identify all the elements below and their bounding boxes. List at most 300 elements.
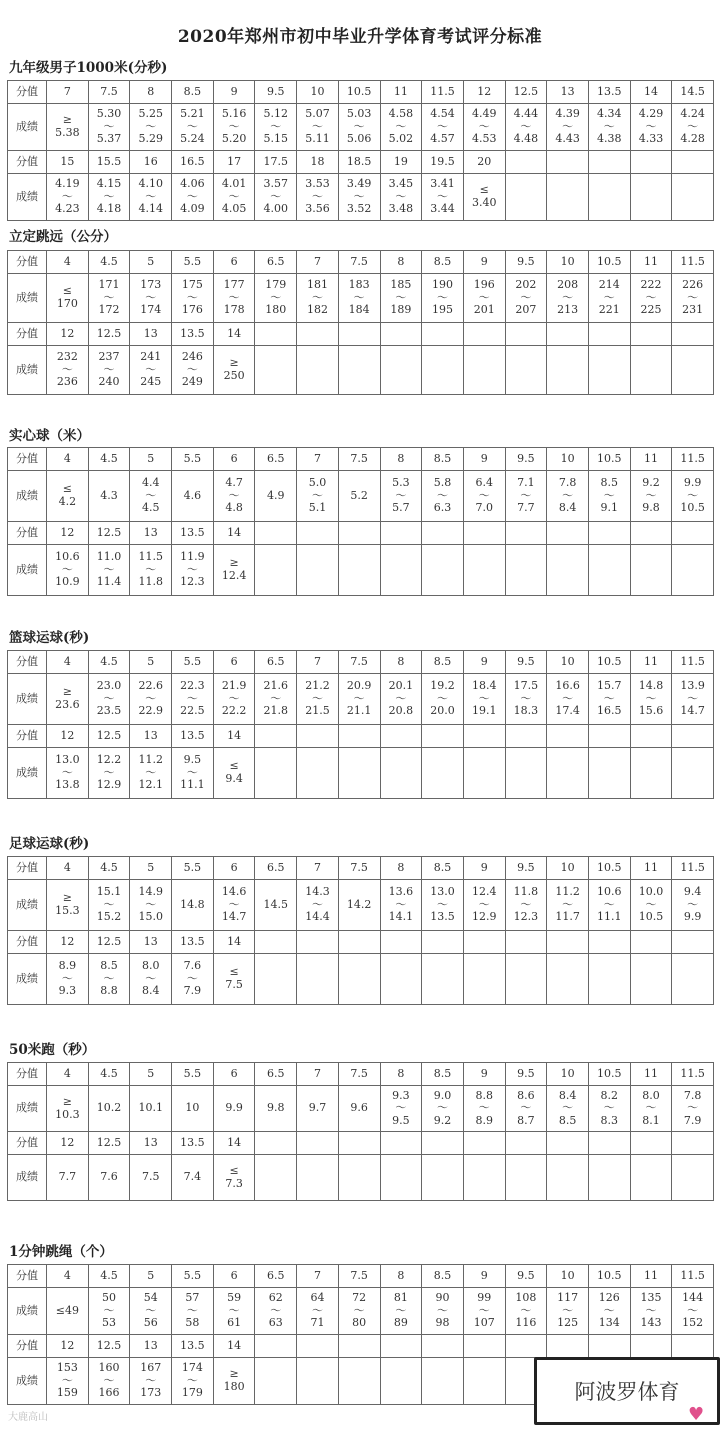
- result-cell: [547, 274, 589, 323]
- score-cell: [630, 1132, 672, 1155]
- result-cell: [130, 104, 172, 151]
- result-cell: [255, 1288, 297, 1335]
- result-value: 12.4 ～ 12.9: [471, 885, 497, 924]
- result-row: [8, 748, 714, 799]
- result-cell: [297, 174, 339, 221]
- result-cell: [88, 274, 130, 323]
- result-cell: [505, 104, 547, 151]
- result-row: [8, 674, 714, 725]
- result-cell: [630, 274, 672, 323]
- result-value: 64 ～ 71: [310, 1291, 325, 1330]
- result-cell: [505, 880, 547, 931]
- score-cell: 8.5: [422, 651, 464, 674]
- score-cell: [463, 1335, 505, 1358]
- score-label: 分值: [8, 522, 47, 545]
- score-label: 分值: [8, 1335, 47, 1358]
- score-cell: [422, 725, 464, 748]
- result-value: 4.58 ～ 5.02: [388, 107, 414, 146]
- score-cell: 11.5: [672, 1265, 714, 1288]
- result-value: 4.9: [267, 488, 285, 502]
- result-cell: [380, 545, 422, 596]
- result-value: 10.6 ～ 10.9: [55, 550, 80, 589]
- result-cell: [172, 674, 214, 725]
- result-cell: [505, 346, 547, 395]
- score-cell: [255, 1335, 297, 1358]
- result-cell: [463, 1288, 505, 1335]
- score-cell: [422, 1335, 464, 1358]
- score-cell: [422, 522, 464, 545]
- result-value: 11.0 ～ 11.4: [96, 550, 122, 589]
- result-cell: [172, 954, 214, 1005]
- result-cell: [47, 346, 89, 395]
- score-cell: 9: [463, 857, 505, 880]
- score-cell: 5: [130, 651, 172, 674]
- score-cell: [255, 931, 297, 954]
- result-cell: [505, 954, 547, 1005]
- score-cell: 12.5: [88, 1132, 130, 1155]
- score-cell: 14: [213, 931, 255, 954]
- score-cell: 12: [47, 1335, 89, 1358]
- score-cell: 4: [47, 857, 89, 880]
- result-cell: [47, 104, 89, 151]
- result-cell: [422, 545, 464, 596]
- score-cell: 6.5: [255, 448, 297, 471]
- result-value: 7.5: [141, 1170, 160, 1184]
- result-row: [8, 346, 714, 395]
- score-cell: 11.5: [422, 81, 464, 104]
- page-title: 2020年郑州市初中毕业升学体育考试评分标准: [177, 27, 543, 47]
- score-label: 分值: [8, 1063, 47, 1086]
- score-cell: [338, 1132, 380, 1155]
- result-cell: [588, 346, 630, 395]
- result-cell: [338, 545, 380, 596]
- score-cell: 10.5: [338, 81, 380, 104]
- result-value: 4.3: [100, 488, 118, 502]
- score-cell: 11: [630, 1063, 672, 1086]
- result-value: 8.9 ～ 9.3: [58, 959, 77, 998]
- result-cell: [297, 471, 339, 522]
- result-value: 3.53 ～ 3.56: [305, 177, 330, 216]
- score-cell: 16.5: [172, 151, 214, 174]
- score-row: [8, 651, 714, 674]
- result-cell: [630, 748, 672, 799]
- result-value: 222 ～ 225: [640, 278, 662, 317]
- result-cell: [172, 545, 214, 596]
- result-value: 181 ～ 182: [306, 278, 328, 317]
- score-cell: 12.5: [88, 323, 130, 346]
- score-cell: 7: [47, 81, 89, 104]
- result-value: 5.30 ～ 5.37: [96, 107, 122, 146]
- result-cell: [88, 471, 130, 522]
- result-cell: [463, 346, 505, 395]
- score-cell: 9: [463, 1063, 505, 1086]
- result-value: 5.21 ～ 5.24: [180, 107, 205, 146]
- score-cell: 12.5: [88, 1335, 130, 1358]
- result-cell: [47, 748, 89, 799]
- result-value: 8.5 ～ 8.8: [100, 959, 118, 998]
- result-value: 11.5 ～ 11.8: [138, 550, 163, 589]
- score-cell: 10: [547, 651, 589, 674]
- result-label: 成绩: [8, 545, 47, 596]
- result-cell: [588, 104, 630, 151]
- score-cell: 8: [380, 857, 422, 880]
- score-cell: 4.5: [88, 1265, 130, 1288]
- result-cell: [380, 174, 422, 221]
- result-cell: [130, 1288, 172, 1335]
- score-cell: 9.5: [505, 651, 547, 674]
- corner-watermark: 大鹿高山: [8, 1412, 48, 1423]
- score-cell: 6.5: [255, 857, 297, 880]
- result-cell: [672, 674, 714, 725]
- score-cell: 13.5: [588, 81, 630, 104]
- score-row: [8, 1265, 714, 1288]
- result-value: 14.8: [180, 897, 205, 911]
- score-cell: 12: [47, 1132, 89, 1155]
- score-cell: [547, 1132, 589, 1155]
- score-cell: [463, 1132, 505, 1155]
- result-value: 190 ～ 195: [432, 278, 454, 317]
- score-cell: 8.5: [422, 251, 464, 274]
- result-value: 4.54 ～ 4.57: [430, 107, 455, 146]
- score-cell: 12: [47, 522, 89, 545]
- result-cell: [255, 274, 297, 323]
- result-value: 7.7: [58, 1170, 77, 1184]
- score-cell: 7.5: [338, 1063, 380, 1086]
- result-cell: [547, 545, 589, 596]
- result-value: 62 ～ 63: [268, 1291, 283, 1330]
- score-row: [8, 1063, 714, 1086]
- result-cell: [88, 1358, 130, 1405]
- result-cell: [338, 104, 380, 151]
- result-value: 14.3 ～ 14.4: [305, 885, 330, 924]
- result-value: 6.4 ～ 7.0: [475, 476, 493, 515]
- score-label: 分值: [8, 323, 47, 346]
- result-cell: [463, 1155, 505, 1201]
- result-cell: [422, 1086, 464, 1132]
- score-cell: [463, 725, 505, 748]
- score-cell: 11: [630, 1265, 672, 1288]
- score-table-ball: [7, 447, 714, 596]
- section-title-ball: 实心球（米）: [9, 428, 90, 444]
- result-cell: [213, 880, 255, 931]
- result-cell: [172, 471, 214, 522]
- result-cell: [213, 174, 255, 221]
- score-cell: 7.5: [338, 448, 380, 471]
- score-cell: 6: [213, 651, 255, 674]
- result-cell: [422, 274, 464, 323]
- score-cell: 9.5: [505, 251, 547, 274]
- result-cell: [380, 274, 422, 323]
- result-cell: [172, 1358, 214, 1405]
- score-cell: 12.5: [88, 931, 130, 954]
- result-row: [8, 880, 714, 931]
- result-value: 9.5 ～ 11.1: [180, 753, 205, 792]
- result-cell: [255, 545, 297, 596]
- score-cell: 6.5: [255, 651, 297, 674]
- score-row: [8, 1335, 714, 1358]
- result-cell: [172, 880, 214, 931]
- result-cell: [255, 346, 297, 395]
- score-cell: [672, 1132, 714, 1155]
- result-value: 226 ～ 231: [682, 278, 704, 317]
- result-cell: [463, 748, 505, 799]
- result-value: ≤ 3.40: [471, 183, 497, 209]
- score-cell: 9.5: [505, 857, 547, 880]
- score-cell: 8.5: [172, 81, 214, 104]
- score-label: 分值: [8, 81, 47, 104]
- result-cell: [422, 1155, 464, 1201]
- result-cell: [255, 748, 297, 799]
- result-cell: [255, 471, 297, 522]
- score-cell: 13: [130, 323, 172, 346]
- result-cell: [47, 1155, 89, 1201]
- score-cell: [588, 522, 630, 545]
- result-cell: [672, 346, 714, 395]
- score-label: 分值: [8, 857, 47, 880]
- score-cell: 8: [380, 1265, 422, 1288]
- result-cell: [380, 1288, 422, 1335]
- score-cell: 11.5: [672, 1063, 714, 1086]
- score-cell: [547, 522, 589, 545]
- score-cell: [588, 1132, 630, 1155]
- result-cell: [463, 674, 505, 725]
- score-cell: [630, 323, 672, 346]
- score-cell: 7.5: [338, 857, 380, 880]
- result-value: 4.6: [183, 488, 202, 502]
- result-value: 14.9 ～ 15.0: [138, 885, 163, 924]
- result-value: 241 ～ 245: [140, 350, 162, 389]
- result-value: 5.0 ～ 5.1: [308, 476, 327, 515]
- score-cell: 11.5: [672, 251, 714, 274]
- score-row: [8, 448, 714, 471]
- result-cell: [463, 545, 505, 596]
- result-value: 7.6 ～ 7.9: [183, 959, 202, 998]
- result-value: 8.2 ～ 8.3: [600, 1088, 619, 1127]
- score-cell: 7.5: [338, 651, 380, 674]
- result-cell: [172, 1155, 214, 1201]
- score-cell: 8.5: [422, 448, 464, 471]
- score-cell: [297, 725, 339, 748]
- result-cell: [505, 1288, 547, 1335]
- result-value: 13.0 ～ 13.5: [430, 885, 455, 924]
- result-cell: [380, 674, 422, 725]
- result-cell: [47, 471, 89, 522]
- result-cell: [422, 471, 464, 522]
- score-row: [8, 1132, 714, 1155]
- score-cell: [297, 323, 339, 346]
- result-value: 4.06 ～ 4.09: [180, 177, 205, 216]
- score-cell: [422, 931, 464, 954]
- result-value: 57 ～ 58: [185, 1291, 200, 1330]
- score-row: [8, 522, 714, 545]
- score-cell: 9: [213, 81, 255, 104]
- result-cell: [380, 748, 422, 799]
- score-cell: 7: [297, 448, 339, 471]
- result-value: 4.4 ～ 4.5: [141, 476, 160, 515]
- score-cell: 4.5: [88, 651, 130, 674]
- score-cell: 10.5: [588, 651, 630, 674]
- score-cell: [505, 522, 547, 545]
- score-cell: 10: [547, 251, 589, 274]
- score-label: 分值: [8, 151, 47, 174]
- result-value: 171 ～ 172: [98, 278, 120, 317]
- result-cell: [422, 1358, 464, 1405]
- score-cell: [547, 931, 589, 954]
- result-cell: [88, 1086, 130, 1132]
- result-cell: [88, 954, 130, 1005]
- score-cell: 4.5: [88, 448, 130, 471]
- result-value: 117 ～ 125: [557, 1291, 579, 1330]
- score-cell: [588, 931, 630, 954]
- result-cell: [130, 880, 172, 931]
- result-row: [8, 471, 714, 522]
- result-cell: [547, 954, 589, 1005]
- result-cell: [297, 1086, 339, 1132]
- score-table-run50: [7, 1062, 714, 1201]
- result-label: 成绩: [8, 1358, 47, 1405]
- result-value: ≤ 4.2: [58, 482, 77, 508]
- result-value: ≤ 7.5: [225, 965, 243, 991]
- result-cell: [588, 471, 630, 522]
- result-cell: [338, 274, 380, 323]
- score-cell: 12: [47, 725, 89, 748]
- result-value: 17.5 ～ 18.3: [513, 679, 539, 718]
- result-cell: [338, 954, 380, 1005]
- result-value: 5.07 ～ 5.11: [305, 107, 330, 146]
- score-cell: 18: [297, 151, 339, 174]
- result-cell: [47, 954, 89, 1005]
- score-table-football: [7, 856, 714, 1005]
- result-value: 175 ～ 176: [181, 278, 203, 317]
- result-value: 232 ～ 236: [56, 350, 78, 389]
- result-value: 90 ～ 98: [435, 1291, 450, 1330]
- result-value: 10.2: [96, 1101, 122, 1115]
- result-cell: [422, 880, 464, 931]
- score-cell: 4.5: [88, 857, 130, 880]
- result-value: 13.6 ～ 14.1: [388, 885, 414, 924]
- result-cell: [380, 1358, 422, 1405]
- result-cell: [588, 545, 630, 596]
- result-value: 21.9 ～ 22.2: [221, 679, 247, 718]
- score-cell: [630, 1335, 672, 1358]
- result-cell: [297, 104, 339, 151]
- section-title-football: 足球运球(秒): [9, 836, 90, 852]
- result-value: ≥ 10.3: [55, 1094, 80, 1121]
- result-cell: [547, 880, 589, 931]
- score-cell: 14: [213, 725, 255, 748]
- score-cell: 11: [630, 857, 672, 880]
- result-value: 9.3 ～ 9.5: [392, 1088, 410, 1127]
- score-cell: 9: [463, 651, 505, 674]
- score-cell: 13: [547, 81, 589, 104]
- score-cell: [380, 1335, 422, 1358]
- score-cell: [463, 522, 505, 545]
- score-cell: [380, 323, 422, 346]
- result-value: 5.8 ～ 6.3: [433, 476, 452, 515]
- result-cell: [172, 274, 214, 323]
- result-row: [8, 104, 714, 151]
- result-cell: [588, 748, 630, 799]
- result-value: 8.0 ～ 8.4: [141, 959, 160, 998]
- result-cell: [338, 1086, 380, 1132]
- result-value: 167 ～ 173: [140, 1361, 162, 1400]
- result-row: [8, 274, 714, 323]
- result-label: 成绩: [8, 174, 47, 221]
- result-value: 202 ～ 207: [515, 278, 537, 317]
- result-cell: [88, 545, 130, 596]
- result-value: 144 ～ 152: [682, 1291, 704, 1330]
- result-cell: [130, 471, 172, 522]
- result-cell: [463, 954, 505, 1005]
- score-cell: 5: [130, 1063, 172, 1086]
- result-value: 22.6 ～ 22.9: [138, 679, 163, 718]
- result-value: ≥ 15.3: [55, 891, 80, 917]
- score-cell: 8.5: [422, 1265, 464, 1288]
- result-cell: [255, 880, 297, 931]
- result-value: 4.29 ～ 4.33: [638, 107, 664, 146]
- score-row: [8, 81, 714, 104]
- score-cell: 10.5: [588, 1265, 630, 1288]
- result-cell: [213, 104, 255, 151]
- result-value: 7.8 ～ 7.9: [683, 1088, 702, 1127]
- result-value: 5.25 ～ 5.29: [138, 107, 163, 146]
- result-cell: [547, 174, 589, 221]
- score-cell: 9.5: [505, 1063, 547, 1086]
- score-cell: 17.5: [255, 151, 297, 174]
- result-value: 11.2 ～ 12.1: [138, 753, 163, 792]
- score-cell: [547, 151, 589, 174]
- result-cell: [47, 1086, 89, 1132]
- result-cell: [297, 545, 339, 596]
- result-cell: [88, 748, 130, 799]
- heart-icon: ♥: [688, 1404, 705, 1425]
- score-cell: 5.5: [172, 857, 214, 880]
- result-cell: [130, 346, 172, 395]
- result-cell: [547, 104, 589, 151]
- result-value: 11.9 ～ 12.3: [180, 550, 205, 589]
- score-cell: 6: [213, 251, 255, 274]
- result-cell: [505, 274, 547, 323]
- score-cell: 13.5: [172, 1335, 214, 1358]
- result-label: 成绩: [8, 1086, 47, 1132]
- score-cell: 13: [130, 1132, 172, 1155]
- result-cell: [338, 471, 380, 522]
- result-cell: [630, 954, 672, 1005]
- result-value: 208 ～ 213: [557, 278, 579, 317]
- result-cell: [172, 748, 214, 799]
- score-cell: 4.5: [88, 1063, 130, 1086]
- result-cell: [213, 674, 255, 725]
- result-value: 185 ～ 189: [390, 278, 412, 317]
- result-cell: [505, 1155, 547, 1201]
- result-cell: [338, 880, 380, 931]
- result-cell: [422, 1288, 464, 1335]
- result-value: 15.7 ～ 16.5: [597, 679, 622, 718]
- score-cell: [505, 1132, 547, 1155]
- result-cell: [630, 545, 672, 596]
- score-cell: 13: [130, 522, 172, 545]
- score-cell: 9.5: [255, 81, 297, 104]
- result-value: 14.6 ～ 14.7: [221, 885, 247, 924]
- result-cell: [672, 174, 714, 221]
- score-cell: 12.5: [88, 522, 130, 545]
- result-cell: [172, 104, 214, 151]
- score-cell: [338, 1335, 380, 1358]
- score-cell: 8.5: [422, 1063, 464, 1086]
- score-cell: 11: [380, 81, 422, 104]
- score-cell: 13.5: [172, 725, 214, 748]
- score-cell: 13.5: [172, 323, 214, 346]
